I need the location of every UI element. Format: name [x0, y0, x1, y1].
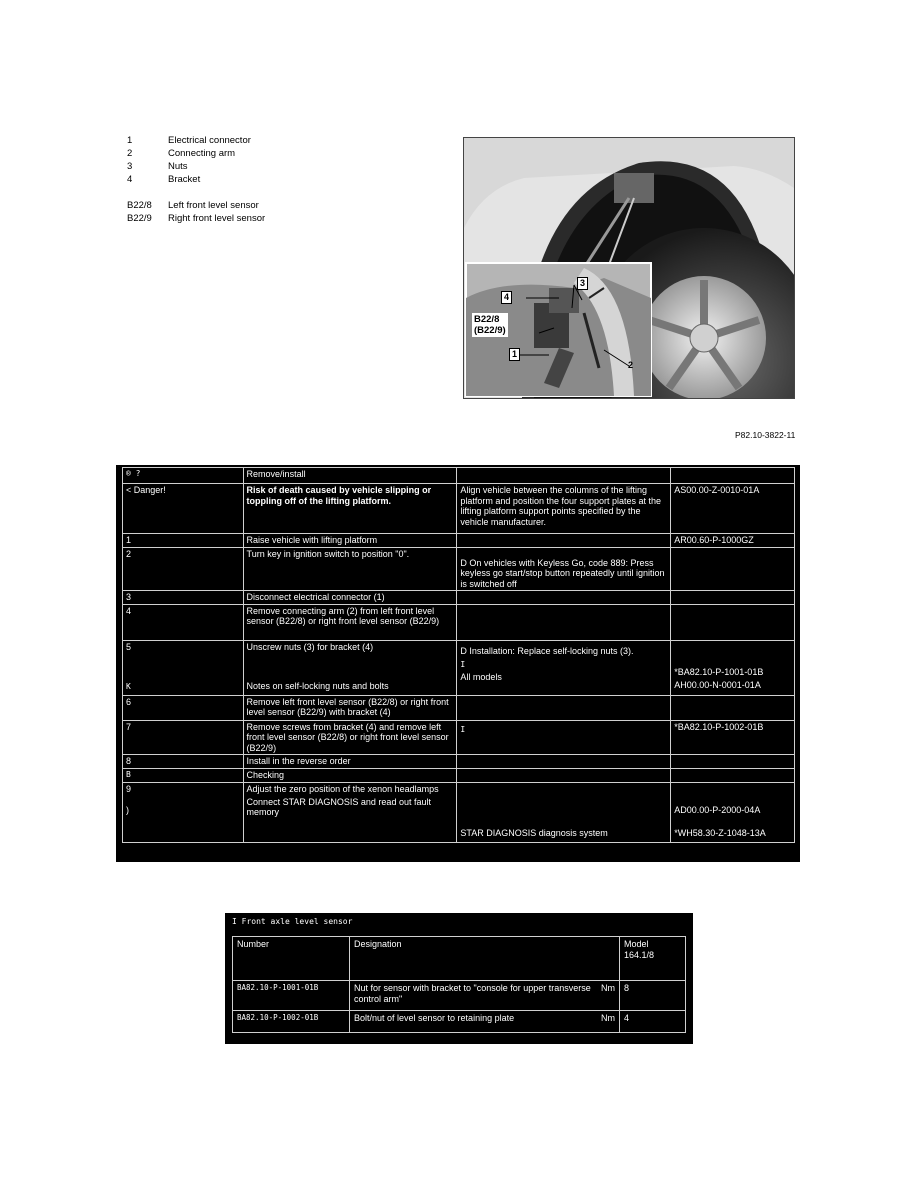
column-header-designation: Designation [350, 937, 620, 981]
table-row [123, 547, 795, 591]
table-row [123, 769, 795, 783]
doc-reference [671, 695, 795, 720]
doc-reference: *BA82.10-P-1002-01B [671, 720, 795, 755]
torque-table-title: I Front axle level sensor [232, 917, 353, 926]
step-number: 1 [123, 534, 244, 548]
danger-label: < Danger! [123, 484, 244, 534]
step-note [457, 755, 671, 769]
table-row [123, 591, 795, 605]
legend-key: B22/9 [127, 213, 152, 224]
table-row [123, 604, 795, 640]
step-note-cell [457, 783, 671, 843]
legend-key: B22/8 [127, 200, 152, 211]
torque-unit: Nm [601, 983, 615, 993]
table-row [123, 534, 795, 548]
table-header-row [233, 937, 686, 981]
torque-table-panel [225, 913, 693, 1044]
step-number: 9 [126, 784, 132, 794]
step-note-cell [457, 640, 671, 695]
step-note [457, 695, 671, 720]
doc-reference: *WH58.30-Z-1048-13A [674, 827, 766, 838]
procedure-table [122, 467, 795, 843]
legend-label: Right front level sensor [168, 213, 266, 224]
step-number: 4 [123, 604, 244, 640]
step-text-cell [243, 640, 457, 695]
torque-value: 8 [620, 981, 686, 1011]
step-text: Unscrew nuts (3) for bracket (4) [246, 641, 374, 652]
legend-key: 2 [127, 148, 133, 159]
table-row [233, 1011, 686, 1033]
doc-reference: AS00.00-Z-0010-01A [671, 484, 795, 534]
table-row [123, 720, 795, 755]
torque-designation: Nut for sensor with bracket to "console for upper transverse control arm" [354, 983, 591, 1004]
legend-item [127, 134, 265, 147]
step-text: Install in the reverse order [243, 755, 457, 769]
doc-reference [671, 755, 795, 769]
doc-reference: AH00.00-N-0001-01A [674, 680, 761, 690]
step-number-cell [123, 640, 244, 695]
legend-label: Electrical connector [168, 135, 251, 146]
callout-b22 [472, 313, 508, 337]
legend-key: 4 [127, 174, 133, 185]
step-note [457, 769, 671, 783]
table-row [233, 981, 686, 1011]
doc-reference [671, 604, 795, 640]
step-text: Raise vehicle with lifting platform [243, 534, 457, 548]
procedure-table-panel [116, 465, 800, 862]
legend-item [127, 212, 265, 225]
diagnosis-symbol: ) [126, 804, 129, 815]
step-number: 5 [126, 641, 132, 652]
checking-symbol: B [123, 769, 244, 783]
step-note [457, 534, 671, 548]
step-subtext: Connect STAR DIAGNOSIS and read out fault memory [246, 796, 431, 817]
legend-item [127, 160, 265, 173]
level-sensor-illustration [463, 137, 795, 399]
step-text: Remove left front level sensor (B22/8) or right front level sensor (B22/9) with bracket (4) [243, 695, 457, 720]
step-text: Remove screws from bracket (4) and remove left front level sensor (B22/8) or right front level sensor (B22/9) [243, 720, 457, 755]
step-text: Risk of death caused by vehicle slipping or toppling off of the lifting platform. [243, 484, 457, 534]
legend-label: Bracket [168, 174, 201, 185]
legend-label: Nuts [168, 161, 188, 172]
step-note: Align vehicle between the columns of the lifting platform and position the four support plates at the lifting platform support points specified by the vehicle manufacturer. [457, 484, 671, 534]
figure-reference: P82.10-3822-11 [735, 430, 796, 440]
callout-b22-9: (B22/9) [474, 325, 506, 336]
step-note: D On vehicles with Keyless Go, code 889: Press keyless go start/stop button repeatedly until ignition is switched off [457, 547, 671, 591]
table-row [123, 484, 795, 534]
step-number: 2 [123, 547, 244, 591]
step-text: Adjust the zero position of the xenon headlamps [246, 784, 439, 794]
step-number: 7 [123, 720, 244, 755]
torque-unit: Nm [601, 1013, 615, 1023]
table-row [123, 695, 795, 720]
torque-designation: Bolt/nut of level sensor to retaining plate [354, 1013, 515, 1023]
doc-reference [671, 591, 795, 605]
torque-designation-cell [350, 981, 620, 1011]
step-note: D Installation: Replace self-locking nuts (3). [460, 645, 634, 656]
torque-designation-cell [350, 1011, 620, 1033]
column-header-number: Number [233, 937, 350, 981]
step-text: Remove connecting arm (2) from left front level sensor (B22/8) or right front level sensor (B22/9) [243, 604, 457, 640]
step-text: Checking [243, 769, 457, 783]
column-header-model [620, 937, 686, 981]
torque-value: 4 [620, 1011, 686, 1033]
table-row [123, 783, 795, 843]
table-header-row [123, 468, 795, 484]
legend-item [127, 173, 265, 186]
step-note [457, 591, 671, 605]
model-value: 164.1/8 [624, 949, 655, 960]
model-label: Model [624, 939, 649, 949]
step-number-cell [123, 783, 244, 843]
header-symbol: ® ? [123, 468, 244, 484]
legend-label: Connecting arm [168, 148, 236, 159]
callout-2: 2 [628, 360, 634, 370]
callout-3: 3 [577, 277, 588, 290]
doc-reference [671, 547, 795, 591]
step-text: Turn key in ignition switch to position "0". [243, 547, 457, 591]
table-row [123, 755, 795, 769]
step-note [457, 604, 671, 640]
legend-item [127, 199, 265, 212]
step-note: All models [460, 671, 502, 682]
doc-reference [671, 769, 795, 783]
step-text: Disconnect electrical connector (1) [243, 591, 457, 605]
step-number: 8 [123, 755, 244, 769]
legend-key: 3 [127, 161, 133, 172]
legend [127, 134, 265, 225]
header-title: Remove/install [243, 468, 457, 484]
step-text-cell [243, 783, 457, 843]
legend-label: Left front level sensor [168, 200, 259, 211]
doc-reference: AR00.60-P-1000GZ [671, 534, 795, 548]
callout-b22-8: B22/8 [474, 314, 500, 325]
torque-table [232, 936, 686, 1033]
torque-number: BA82.10-P-1001-01B [233, 981, 350, 1011]
torque-symbol: I [457, 720, 671, 755]
step-number: 3 [123, 591, 244, 605]
notes-symbol: K [126, 682, 131, 691]
step-note: STAR DIAGNOSIS diagnosis system [460, 828, 608, 838]
doc-reference: AD00.00-P-2000-04A [674, 805, 761, 815]
callout-4: 4 [501, 291, 512, 304]
legend-key: 1 [127, 135, 133, 146]
step-subtext: Notes on self-locking nuts and bolts [246, 681, 389, 691]
table-row [123, 640, 795, 695]
torque-symbol: I [460, 660, 466, 669]
legend-item [127, 147, 265, 160]
callout-1: 1 [509, 348, 520, 361]
doc-reference-cell [671, 783, 795, 843]
step-number: 6 [123, 695, 244, 720]
doc-reference-cell [671, 640, 795, 695]
torque-number: BA82.10-P-1002-01B [233, 1011, 350, 1033]
doc-reference: *BA82.10-P-1001-01B [674, 666, 764, 677]
